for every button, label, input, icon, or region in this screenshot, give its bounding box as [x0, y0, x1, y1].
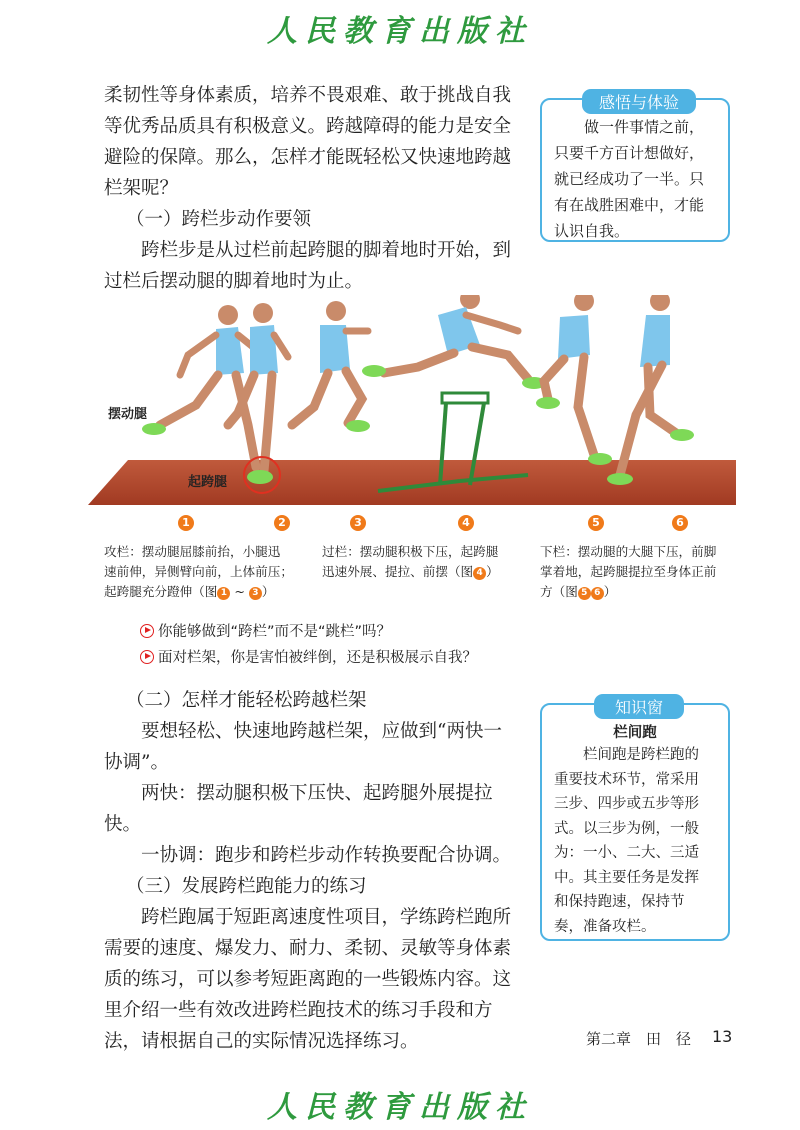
sequence-number-4: 4	[458, 515, 474, 531]
caption-text: 方（图	[540, 584, 578, 599]
caption-line: 攻栏：摆动腿屈膝前抬，小腿迅	[104, 544, 281, 559]
section1-title: （一）跨栏步动作要领	[126, 209, 312, 230]
hurdle-illustration	[88, 295, 736, 507]
knowledge-box-body	[554, 743, 722, 939]
knowledge-line: 中。其主要任务是发挥	[554, 869, 699, 886]
ref-badge: 4	[473, 567, 486, 580]
question-text: 面对栏架，你是害怕被绊倒，还是积极展示自我？	[158, 650, 477, 666]
caption-line: 下栏：摆动腿的大腿下压，前脚	[540, 544, 717, 559]
reflection-box-title: 感悟与体验	[582, 89, 696, 114]
reflection-line: 有在战胜困难中，才能	[554, 196, 705, 214]
knowledge-line: 栏间跑是跨栏跑的	[583, 747, 699, 763]
caption-over	[322, 542, 532, 582]
ref-badge: 6	[591, 587, 604, 600]
intro-line: 柔韧性等身体素质，培养不畏艰难、敢于挑战自我	[104, 85, 512, 106]
caption-line	[322, 562, 532, 582]
knowledge-line: 三步、四步或五步等形	[554, 796, 699, 812]
ref-badge: 1	[217, 587, 230, 600]
caption-text: 起跨腿充分蹬伸（图	[104, 584, 218, 599]
intro-line: 栏架呢？	[104, 178, 179, 199]
reflection-box-body	[554, 114, 722, 244]
knowledge-line: 奏，准备攻栏。	[554, 918, 656, 935]
section2-line: 两快：摆动腿积极下压快、起跨腿外展提拉快。	[104, 783, 493, 835]
caption-text: ）	[261, 584, 275, 599]
ref-badge: 5	[578, 587, 591, 600]
runner-4	[362, 295, 546, 389]
chapter-label: 第二章 田 径	[586, 1030, 692, 1048]
track-surface	[88, 460, 736, 505]
knowledge-box-subtitle: 栏间跑	[613, 725, 657, 741]
caption-land	[540, 542, 750, 602]
label-takeoff-leg: 起跨腿	[188, 475, 228, 490]
sequence-number-1: 1	[178, 515, 194, 531]
section1-line: 跨栏步是从过栏前起跨腿的脚着地时开始，到	[141, 240, 512, 261]
reflection-line: 做一件事情之前，	[584, 118, 705, 136]
section3-line: 跨栏跑属于短距离速度性项目，学练跨栏跑所	[141, 907, 512, 928]
caption-text: 迅速外展、提拉、前摆（图	[322, 564, 474, 579]
section1-line: 过栏后摆动腿的脚着地时为止。	[104, 271, 364, 292]
sequence-number-2: 2	[274, 515, 290, 531]
caption-line: 掌着地，起跨腿提拉至身体正前	[540, 564, 717, 579]
section2-line: 一协调：跑步和跨栏步动作转换要配合协调。	[141, 845, 512, 866]
runner-6	[607, 295, 694, 485]
section2-title: （二）怎样才能轻松跨越栏架	[126, 690, 367, 711]
knowledge-line: 式。以三步为例，一般	[554, 820, 699, 837]
ref-badge: 3	[249, 587, 262, 600]
question-1	[140, 620, 391, 641]
sequence-number-6: 6	[672, 515, 688, 531]
publisher-logo-bottom: 人民教育出版社	[267, 1090, 533, 1125]
knowledge-line: 为：一小、二大、三适	[554, 845, 699, 861]
caption-line: 速前伸，异侧臂向前，上体前压；	[104, 564, 293, 579]
caption-text: ）	[603, 584, 617, 599]
runner-3	[292, 301, 370, 432]
intro-line: 等优秀品质具有积极意义。跨越障碍的能力是安全	[104, 116, 512, 137]
hurdle-sequence-photo	[88, 295, 736, 507]
section3-line: 里介绍一些有效改进跨栏跑技术的练习手段和方	[104, 1000, 493, 1021]
page-number: 13	[712, 1027, 733, 1046]
section2-line: 协调”。	[104, 752, 169, 773]
knowledge-line: 和保持跑速，保持节	[554, 894, 685, 910]
section3-line: 法，请根据自己的实际情况选择练习。	[104, 1031, 419, 1052]
intro-line: 避险的保障。那么，怎样才能既轻松又快速地跨越	[104, 147, 512, 168]
intro-paragraph	[104, 80, 524, 297]
sequence-number-3: 3	[350, 515, 366, 531]
caption-line: 过栏：摆动腿积极下压，起跨腿	[322, 544, 499, 559]
publisher-logo-top: 人民教育出版社	[267, 14, 533, 49]
reflection-line: 认识自我。	[554, 222, 630, 240]
question-text: 你能够做到“跨栏”而不是“跳栏”吗？	[158, 624, 392, 640]
section2-line: 要想轻松、快速地跨越栏架，应做到“两快一	[141, 721, 502, 742]
reflection-line: 只要千方百计想做好，	[554, 144, 705, 162]
play-arrow-icon	[140, 624, 154, 638]
knowledge-box	[540, 698, 730, 941]
label-swing-leg: 摆动腿	[108, 407, 148, 422]
section3-line: 质的练习，可以参考短距离跑的一些锻炼内容。这	[104, 969, 512, 990]
caption-line	[540, 582, 750, 602]
knowledge-box-title: 知识窗	[594, 694, 684, 719]
caption-attack	[104, 542, 314, 602]
main-body-lower	[104, 685, 524, 1057]
runner-1	[142, 305, 258, 467]
question-2	[140, 646, 477, 667]
caption-line	[104, 582, 314, 602]
reflection-box	[540, 93, 730, 242]
reflection-line: 就已经成功了一半。只	[554, 170, 705, 188]
caption-text: ）	[486, 564, 499, 579]
runner-5	[536, 295, 612, 465]
section3-title: （三）发展跨栏跑能力的练习	[126, 876, 367, 897]
play-arrow-icon	[140, 650, 154, 664]
caption-text: ~	[230, 584, 249, 599]
section3-line: 需要的速度、爆发力、耐力、柔韧、灵敏等身体素	[104, 938, 512, 959]
knowledge-line: 重要技术环节，常采用	[554, 771, 699, 788]
sequence-number-5: 5	[588, 515, 604, 531]
